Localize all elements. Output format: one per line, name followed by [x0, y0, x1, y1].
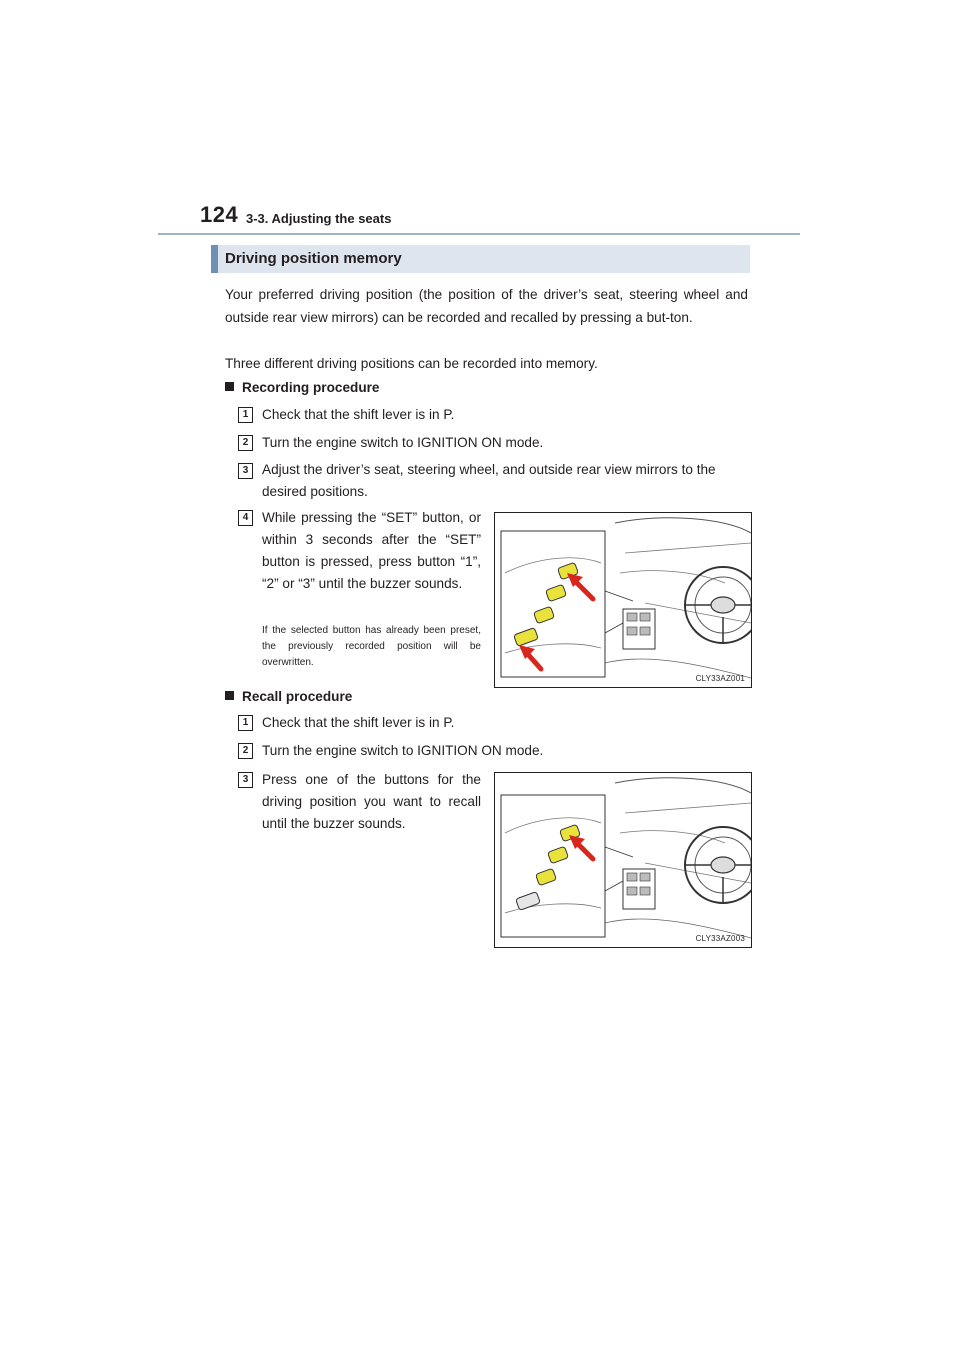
header-rule: [158, 233, 800, 235]
door-memory-buttons-figure-1: [494, 512, 752, 688]
door-panel-illustration: [495, 773, 751, 947]
note-text: If the selected button has already been preset, the previously recorded position will be overwritten.: [262, 625, 481, 668]
step-number: 4: [238, 510, 253, 526]
step-text: Turn the engine switch to IGNITION ON mode.: [262, 743, 544, 758]
step-number: 3: [238, 772, 253, 788]
intro-paragraph-2: Three different driving positions can be recorded into memory.: [225, 356, 598, 371]
recording-heading: [225, 380, 379, 395]
section-header-title: Driving position memory: [225, 250, 402, 267]
recording-heading-label: Recording procedure: [242, 380, 380, 395]
step-text: Check that the shift lever is in P.: [262, 715, 455, 730]
step-text: Turn the engine switch to IGNITION ON mode.: [262, 435, 544, 450]
section-title: 3-3. Adjusting the seats: [246, 211, 392, 226]
step-number: 1: [238, 715, 253, 731]
recall-heading: [225, 689, 352, 704]
square-bullet-icon: [225, 382, 234, 391]
recall-heading-label: Recall procedure: [242, 689, 353, 704]
step-number: 1: [238, 407, 253, 423]
step-number: 2: [238, 743, 253, 759]
step-text: While pressing the “SET” button, or within 3 seconds after the “SET” button is pressed, press button “1”, “2” or “3” until the buzzer sounds.: [262, 510, 481, 591]
step-text: Adjust the driver’s seat, steering wheel, and outside rear view mirrors to the desired positions.: [262, 462, 716, 499]
figure-code: CLY33AZ001: [695, 674, 745, 683]
door-memory-buttons-figure-2: [494, 772, 752, 948]
figure-code: CLY33AZ003: [695, 934, 745, 943]
step-number: 3: [238, 463, 253, 479]
door-panel-illustration: [495, 513, 751, 687]
step-number: 2: [238, 435, 253, 451]
intro-paragraph: Your preferred driving position (the position of the driver’s seat, steering wheel and outside rear view mirrors) can be recorded and recalled by pressing a but-ton.: [225, 287, 748, 325]
section-header: [211, 245, 750, 273]
page-number: 124: [200, 202, 239, 227]
square-bullet-icon: [225, 691, 234, 700]
step-text: Press one of the buttons for the driving position you want to recall until the buzzer sounds.: [262, 772, 481, 831]
step-text: Check that the shift lever is in P.: [262, 407, 455, 422]
